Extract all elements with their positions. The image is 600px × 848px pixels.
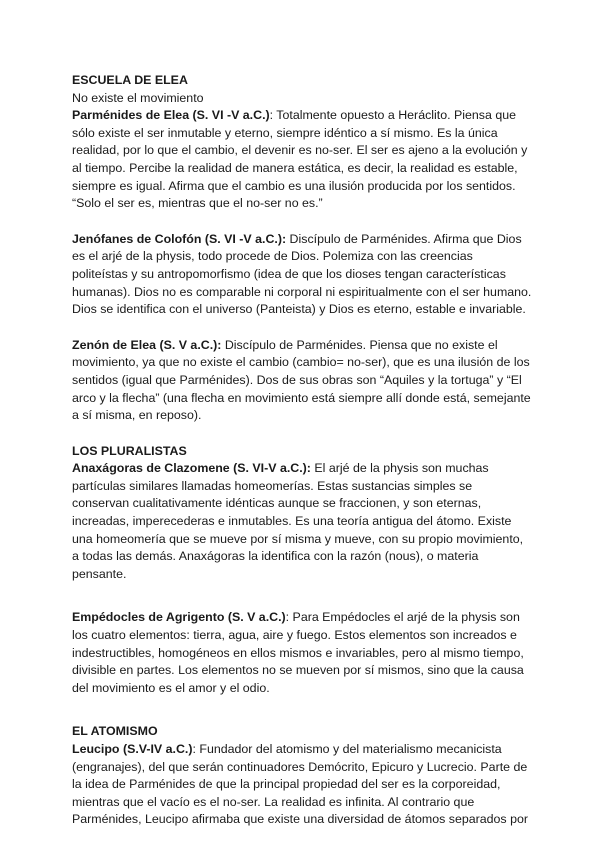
paragraph-zenon (72, 337, 532, 425)
paragraph-jenofanes (72, 231, 532, 319)
paragraph-anaxagoras (72, 460, 532, 583)
section-heading-pluralistas: LOS PLURALISTAS (72, 443, 187, 458)
paragraph-text-jenofanes: Discípulo de Parménides. Afirma que Dios es el arjé de la physis, todo procede de Dios. Polemiza con las creencias politeístas y su antropomorfismo (idea de que los dioses tengan características humanas). Dios no es comparable ni corporal ni espiritualmente con el ser humano. Dios se identifica con el universo (Panteista) y Dios es eterno, estable e invariable. (72, 231, 532, 317)
philosopher-name-leucipo: Leucipo (S.V-IV a.C.) (72, 742, 193, 756)
paragraph-text-anaxagoras: El arjé de la physis son muchas partículas similares llamadas homeomerías. Estas sustancias simples se conservan cualitativamente idénticas aunque se fraccionen, y son eternas, increadas, imperecederas e inmutables. Es una teoría antigua del átomo. Existe una homeomería que se mueve por sí misma y mueve, con su propio movimiento, a todas las demás. Anaxágoras la identifica con la razón (nous), o materia pensante. (72, 461, 524, 581)
section-heading-atomismo: EL ATOMISMO (72, 724, 158, 739)
philosopher-name-empedocles: Empédocles de Agrigento (S. V a.C.) (72, 610, 286, 625)
paragraph-text-empedocles: : Para Empédocles el arjé de la physis son los cuatro elementos: tierra, agua, aire y fuego. Estos elementos son increados e indestructibles, homogéneos en ellos mismos e invariables, pero al mismo tiempo, divisible en partes. Los elementos no se mueven por sí mismos, sino que la causa del movimiento es el amor y el odio. (72, 610, 524, 695)
spacer (72, 697, 532, 723)
philosopher-name-parmenides: Parménides de Elea (S. VI -V a.C.) (72, 108, 270, 123)
paragraph-text-zenon: Discípulo de Parménides. Piensa que no existe el movimiento, ya que no existe el cambio (cambio= no-ser), que es una ilusión de los sentidos (igual que Parménides). Dos de sus obras son “Aquiles y la tortuga” y “El arco y la flecha” (una flecha en movimiento está siempre allí donde está, semejante a sí misma, en reposo). (72, 337, 531, 423)
spacer (72, 213, 532, 231)
philosopher-name-anaxagoras: Anaxágoras de Clazomene (S. VI-V a.C.): (72, 461, 311, 476)
philosopher-name-jenofanes: Jenófanes de Colofón (S. VI -V a.C.): (72, 231, 287, 246)
paragraph-text-parmenides: : Totalmente opuesto a Heráclito. Piensa que sólo existe el ser inmutable y eterno, siempre idéntico a sí mismo. Es la única realidad, por lo que el cambio, el devenir es no-ser. El ser es ajeno a la evolución y al tiempo. Percibe la realidad de manera estática, es decir, la realidad es estable, siempre es igual. Afirma que el cambio es una ilusión producida por los sentidos. “Solo el ser es, mientras que el no-ser no es.” (72, 108, 528, 211)
paragraph-parmenides (72, 107, 532, 213)
spacer (72, 425, 532, 443)
section-heading-elea: ESCUELA DE ELEA (72, 73, 188, 87)
paragraph-text-leucipo: : Fundador del atomismo y del materialismo mecanicista (engranajes), del que serán continuadores Demócrito, Epicuro y Lucrecio. Parte de la idea de Parménides de que la principal propiedad del ser es la corporeidad, mientras que el vacío es el no-ser. La realidad es infinita. Al contrario que Parménides, Leucipo afirmaba que existe una diversidad de átomos separados por (72, 742, 528, 827)
section-subtitle-elea: No existe el movimiento (72, 90, 204, 105)
paragraph-leucipo (72, 741, 532, 829)
spacer (72, 319, 532, 337)
document-page (72, 72, 532, 829)
spacer (72, 583, 532, 609)
paragraph-empedocles (72, 609, 532, 697)
philosopher-name-zenon: Zenón de Elea (S. V a.C.): (72, 337, 222, 352)
